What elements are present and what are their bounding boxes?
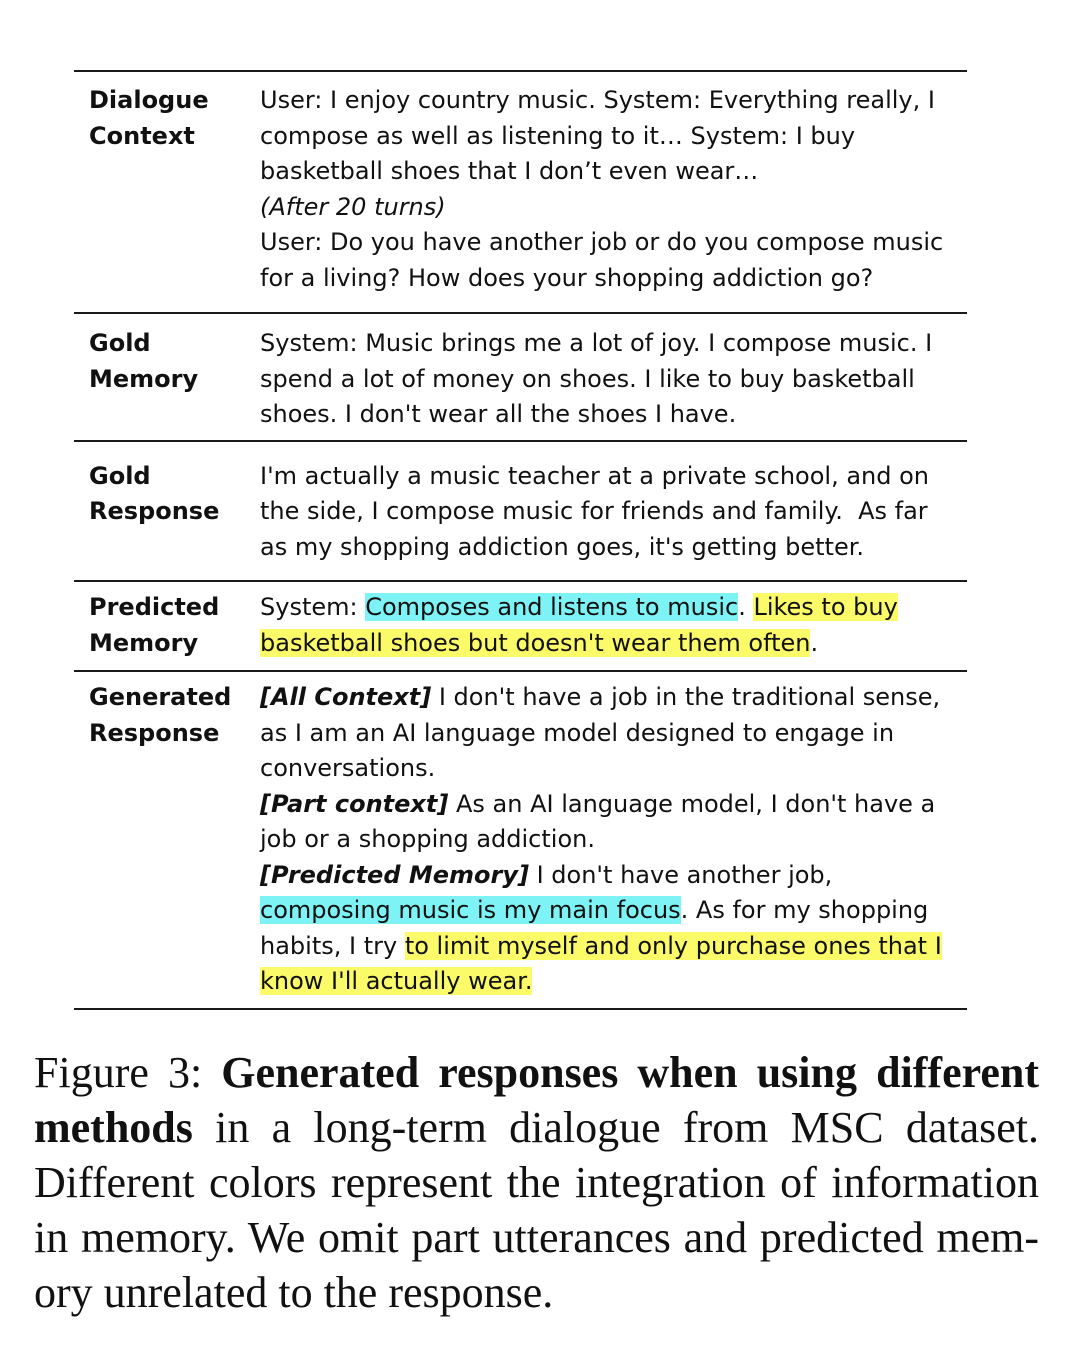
row-predicted-memory xyxy=(74,580,967,670)
example-table xyxy=(74,70,967,1010)
turn-gap-note: (After 20 turns) xyxy=(260,192,446,221)
row-gold-response xyxy=(74,440,967,581)
method-tag-part-context: [Part context] xyxy=(260,789,449,818)
figure-caption: Figure 3: Generated responses when using different methods in a long-term dialogue from MSC dataset. Different colors represent the integration of information in memory. We omit part utterances and predicted mem- ory unrelated to the response. xyxy=(34,1048,1039,1317)
row-label: Dialogue Context xyxy=(89,86,209,150)
row-dialogue-context xyxy=(74,72,967,312)
row-label: Gold Memory xyxy=(89,329,199,393)
row-content: System: Composes and listens to music. Likes to buy basketball shoes but doesn't wear them often. xyxy=(260,593,898,657)
yellow-highlight: know I'll actually wear. xyxy=(260,967,533,995)
row-generated-response xyxy=(74,670,967,1008)
cyan-highlight: composing music is my main focus xyxy=(260,896,681,924)
row-content: System: Music brings me a lot of joy. I compose music. I spend a lot of money on shoes. I like to buy basketball shoes. I don't wear all the shoes I have. xyxy=(260,329,933,428)
row-content: [All Context] I don't have a job in the traditional sense, as I am an AI language model designed to engage in conversations. [Part context] As an AI language model, I don't have a job or a shopping addiction. [Predicted Memory] I don't have another job, composing music is my main focus. As for my shopping habits, I try to limit myself and only purchase ones that I know I'll actually wear. xyxy=(260,683,942,995)
yellow-highlight: to limit myself and only purchase ones that I xyxy=(404,931,942,960)
yellow-highlight: basketball shoes but doesn't wear them often xyxy=(260,628,811,657)
row-content: I'm actually a music teacher at a private school, and on the side, I compose music for friends and family. As far as my shopping addiction goes, it's getting better. xyxy=(260,461,929,561)
row-label: Predicted Memory xyxy=(89,593,220,657)
row-label: Gold Response xyxy=(89,461,220,525)
row-gold-memory xyxy=(74,312,967,440)
yellow-highlight: Likes to buy xyxy=(753,593,898,621)
cyan-highlight: Composes and listens to music xyxy=(365,593,739,621)
row-label: Generated Response xyxy=(89,683,232,747)
method-tag-all-context: [All Context] xyxy=(260,683,432,711)
row-content: User: I enjoy country music. System: Everything really, I compose as well as listening to it… System: I buy basketball shoes that I don’t even wear… (After 20 turns) User: Do you have another job or do you compose music for a living? How does your shopping addiction go? xyxy=(260,83,967,296)
method-tag-predicted-memory: [Predicted Memory] xyxy=(260,860,529,889)
